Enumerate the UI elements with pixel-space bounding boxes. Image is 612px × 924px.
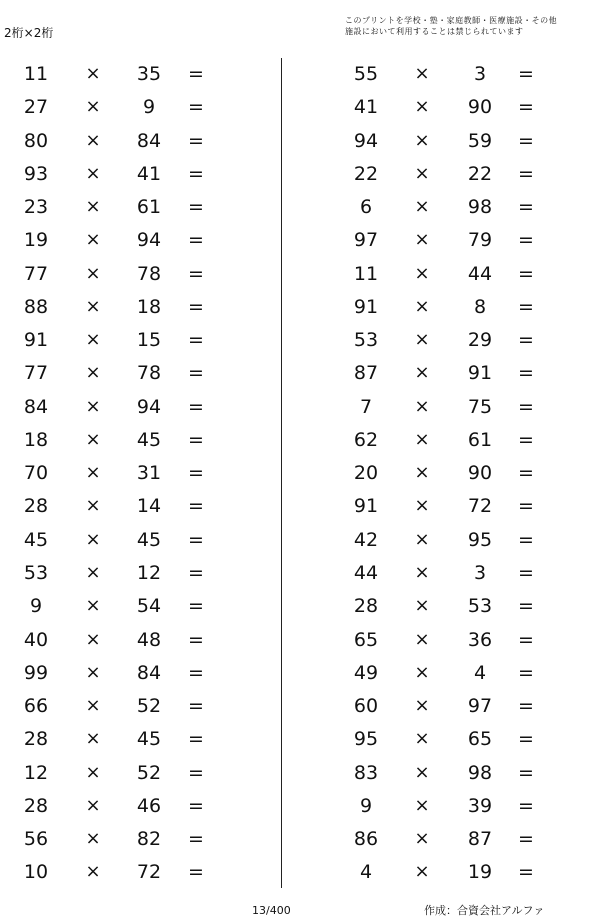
problem-row	[330, 291, 590, 324]
multiplicand: 62	[353, 428, 379, 451]
equals-sign: =	[188, 395, 204, 418]
multiplier: 29	[467, 329, 493, 352]
multiplier: 54	[136, 595, 162, 618]
problem-row	[330, 125, 590, 158]
equals-sign: =	[188, 362, 204, 385]
multiplier: 39	[467, 794, 493, 817]
multiplicand: 53	[353, 329, 379, 352]
times-sign: ×	[85, 129, 101, 151]
multiplicand: 99	[23, 661, 49, 684]
multiplier: 65	[467, 728, 493, 751]
equals-sign: =	[518, 428, 534, 451]
problem-row	[0, 391, 260, 424]
problem-row	[330, 224, 590, 257]
problem-row	[0, 657, 260, 690]
right-problem-column	[330, 58, 590, 890]
times-sign: ×	[414, 828, 430, 850]
problem-row	[0, 590, 260, 623]
multiplier: 94	[136, 395, 162, 418]
equals-sign: =	[188, 761, 204, 784]
problem-row	[0, 158, 260, 191]
multiplicand: 95	[353, 728, 379, 751]
multiplicand: 9	[359, 794, 373, 817]
multiplicand: 94	[353, 129, 379, 152]
times-sign: ×	[414, 329, 430, 351]
times-sign: ×	[85, 661, 101, 683]
equals-sign: =	[188, 794, 204, 817]
multiplicand: 45	[23, 528, 49, 551]
problem-row	[0, 757, 260, 790]
multiplier: 90	[467, 96, 493, 119]
equals-sign: =	[518, 262, 534, 285]
multiplier: 75	[467, 395, 493, 418]
problem-row	[0, 823, 260, 856]
times-sign: ×	[85, 462, 101, 484]
equals-sign: =	[188, 329, 204, 352]
equals-sign: =	[188, 695, 204, 718]
equals-sign: =	[518, 362, 534, 385]
times-sign: ×	[85, 162, 101, 184]
equals-sign: =	[188, 295, 204, 318]
multiplicand: 93	[23, 162, 49, 185]
problem-row	[0, 424, 260, 457]
multiplier: 45	[136, 428, 162, 451]
multiplier: 3	[473, 63, 487, 85]
multiplicand: 56	[23, 828, 49, 851]
multiplier: 45	[136, 728, 162, 751]
multiplier: 72	[467, 495, 493, 518]
multiplicand: 11	[23, 63, 49, 85]
multiplicand: 18	[23, 428, 49, 451]
problem-row	[330, 490, 590, 523]
times-sign: ×	[414, 794, 430, 816]
problem-row	[0, 524, 260, 557]
times-sign: ×	[85, 63, 101, 84]
equals-sign: =	[188, 229, 204, 252]
equals-sign: =	[518, 162, 534, 185]
times-sign: ×	[414, 129, 430, 151]
equals-sign: =	[188, 428, 204, 451]
multiplier: 45	[136, 528, 162, 551]
multiplicand: 40	[23, 628, 49, 651]
problem-row	[330, 457, 590, 490]
equals-sign: =	[518, 129, 534, 152]
multiplier: 36	[467, 628, 493, 651]
problem-row	[330, 657, 590, 690]
multiplicand: 77	[23, 262, 49, 285]
times-sign: ×	[414, 495, 430, 517]
equals-sign: =	[188, 595, 204, 618]
problem-row	[0, 856, 260, 889]
multiplier: 78	[136, 362, 162, 385]
problem-row	[330, 357, 590, 390]
multiplicand: 4	[359, 861, 373, 884]
equals-sign: =	[188, 63, 204, 85]
multiplier: 52	[136, 695, 162, 718]
equals-sign: =	[188, 495, 204, 518]
times-sign: ×	[85, 794, 101, 816]
equals-sign: =	[188, 96, 204, 119]
times-sign: ×	[85, 728, 101, 750]
problem-row	[330, 424, 590, 457]
multiplicand: 55	[353, 63, 379, 85]
multiplicand: 28	[353, 595, 379, 618]
problem-row	[0, 357, 260, 390]
multiplier: 98	[467, 761, 493, 784]
times-sign: ×	[414, 63, 430, 84]
times-sign: ×	[414, 462, 430, 484]
times-sign: ×	[414, 661, 430, 683]
problem-row	[330, 524, 590, 557]
times-sign: ×	[85, 695, 101, 717]
equals-sign: =	[518, 395, 534, 418]
problem-row	[330, 557, 590, 590]
problem-row	[0, 91, 260, 124]
problem-row	[330, 191, 590, 224]
equals-sign: =	[518, 528, 534, 551]
column-divider	[281, 58, 282, 888]
multiplicand: 97	[353, 229, 379, 252]
times-sign: ×	[414, 761, 430, 783]
multiplicand: 65	[353, 628, 379, 651]
multiplicand: 28	[23, 728, 49, 751]
equals-sign: =	[188, 828, 204, 851]
problem-row	[0, 58, 260, 91]
equals-sign: =	[188, 162, 204, 185]
problem-row	[0, 191, 260, 224]
equals-sign: =	[188, 561, 204, 584]
multiplier: 78	[136, 262, 162, 285]
problem-row	[0, 690, 260, 723]
times-sign: ×	[85, 395, 101, 417]
multiplicand: 20	[353, 462, 379, 485]
multiplicand: 27	[23, 96, 49, 119]
multiplier: 94	[136, 229, 162, 252]
equals-sign: =	[188, 262, 204, 285]
times-sign: ×	[85, 495, 101, 517]
equals-sign: =	[518, 462, 534, 485]
multiplier: 95	[467, 528, 493, 551]
equals-sign: =	[188, 628, 204, 651]
problem-row	[0, 224, 260, 257]
equals-sign: =	[518, 561, 534, 584]
multiplier: 46	[136, 794, 162, 817]
equals-sign: =	[518, 495, 534, 518]
multiplier: 59	[467, 129, 493, 152]
multiplicand: 49	[353, 661, 379, 684]
times-sign: ×	[85, 828, 101, 850]
problem-row	[330, 790, 590, 823]
equals-sign: =	[188, 861, 204, 884]
times-sign: ×	[414, 295, 430, 317]
multiplier: 53	[467, 595, 493, 618]
multiplicand: 91	[353, 295, 379, 318]
multiplier: 22	[467, 162, 493, 185]
multiplier: 14	[136, 495, 162, 518]
problem-row	[0, 324, 260, 357]
times-sign: ×	[414, 262, 430, 284]
multiplicand: 91	[353, 495, 379, 518]
times-sign: ×	[414, 628, 430, 650]
multiplicand: 28	[23, 495, 49, 518]
problem-row	[330, 391, 590, 424]
multiplier: 9	[142, 96, 156, 119]
multiplier: 4	[473, 661, 487, 684]
problem-row	[0, 790, 260, 823]
multiplier: 61	[136, 196, 162, 219]
times-sign: ×	[414, 528, 430, 550]
multiplier: 97	[467, 695, 493, 718]
times-sign: ×	[85, 295, 101, 317]
equals-sign: =	[518, 595, 534, 618]
multiplier: 90	[467, 462, 493, 485]
equals-sign: =	[518, 761, 534, 784]
multiplier: 12	[136, 561, 162, 584]
author-credit: 作成：合資会社アルファ	[424, 904, 545, 917]
problem-row	[330, 91, 590, 124]
multiplier: 52	[136, 761, 162, 784]
equals-sign: =	[188, 661, 204, 684]
times-sign: ×	[414, 362, 430, 384]
equals-sign: =	[518, 728, 534, 751]
problem-row	[330, 757, 590, 790]
equals-sign: =	[518, 96, 534, 119]
multiplicand: 7	[359, 395, 373, 418]
multiplicand: 10	[23, 861, 49, 884]
equals-sign: =	[188, 129, 204, 152]
multiplicand: 83	[353, 761, 379, 784]
multiplier: 91	[467, 362, 493, 385]
equals-sign: =	[518, 661, 534, 684]
problem-row	[330, 590, 590, 623]
times-sign: ×	[414, 428, 430, 450]
multiplier: 44	[467, 262, 493, 285]
equals-sign: =	[518, 329, 534, 352]
problem-row	[330, 690, 590, 723]
multiplier: 41	[136, 162, 162, 185]
multiplicand: 41	[353, 96, 379, 119]
equals-sign: =	[188, 728, 204, 751]
equals-sign: =	[518, 295, 534, 318]
problem-row	[330, 58, 590, 91]
times-sign: ×	[85, 428, 101, 450]
times-sign: ×	[414, 561, 430, 583]
equals-sign: =	[518, 628, 534, 651]
problem-row	[0, 624, 260, 657]
multiplicand: 9	[29, 595, 43, 618]
worksheet-title: 2桁×2桁	[4, 26, 54, 40]
problem-row	[330, 158, 590, 191]
problem-row	[0, 457, 260, 490]
times-sign: ×	[414, 861, 430, 883]
equals-sign: =	[518, 794, 534, 817]
problem-row	[330, 324, 590, 357]
multiplier: 72	[136, 861, 162, 884]
multiplier: 84	[136, 129, 162, 152]
times-sign: ×	[414, 728, 430, 750]
multiplicand: 91	[23, 329, 49, 352]
multiplicand: 22	[353, 162, 379, 185]
problem-row	[330, 624, 590, 657]
multiplier: 15	[136, 329, 162, 352]
times-sign: ×	[414, 196, 430, 218]
multiplicand: 11	[353, 262, 379, 285]
multiplier: 79	[467, 229, 493, 252]
times-sign: ×	[414, 695, 430, 717]
multiplicand: 88	[23, 295, 49, 318]
times-sign: ×	[414, 229, 430, 251]
page-number: 13/400	[252, 904, 291, 917]
problem-row	[0, 723, 260, 756]
multiplicand: 84	[23, 395, 49, 418]
multiplicand: 70	[23, 462, 49, 485]
multiplicand: 66	[23, 695, 49, 718]
times-sign: ×	[85, 262, 101, 284]
problem-row	[330, 856, 590, 889]
multiplicand: 87	[353, 362, 379, 385]
multiplier: 3	[473, 561, 487, 584]
problem-row	[330, 258, 590, 291]
times-sign: ×	[85, 196, 101, 218]
problem-row	[330, 823, 590, 856]
times-sign: ×	[85, 528, 101, 550]
equals-sign: =	[188, 528, 204, 551]
equals-sign: =	[518, 196, 534, 219]
multiplier: 8	[473, 295, 487, 318]
problem-row	[0, 490, 260, 523]
multiplicand: 12	[23, 761, 49, 784]
multiplicand: 28	[23, 794, 49, 817]
multiplier: 18	[136, 295, 162, 318]
multiplier: 19	[467, 861, 493, 884]
usage-notice-line-2: 施設において利用することは禁じられています	[345, 27, 524, 36]
times-sign: ×	[85, 761, 101, 783]
equals-sign: =	[518, 63, 534, 85]
problem-row	[0, 291, 260, 324]
multiplier: 31	[136, 462, 162, 485]
times-sign: ×	[85, 861, 101, 883]
multiplicand: 44	[353, 561, 379, 584]
multiplicand: 53	[23, 561, 49, 584]
multiplier: 87	[467, 828, 493, 851]
multiplicand: 23	[23, 196, 49, 219]
multiplier: 82	[136, 828, 162, 851]
equals-sign: =	[188, 462, 204, 485]
times-sign: ×	[414, 96, 430, 118]
multiplicand: 6	[359, 196, 373, 219]
times-sign: ×	[85, 362, 101, 384]
multiplicand: 60	[353, 695, 379, 718]
problem-row	[330, 723, 590, 756]
times-sign: ×	[85, 628, 101, 650]
multiplicand: 19	[23, 229, 49, 252]
times-sign: ×	[85, 96, 101, 118]
times-sign: ×	[85, 229, 101, 251]
problem-row	[0, 557, 260, 590]
equals-sign: =	[518, 828, 534, 851]
times-sign: ×	[414, 595, 430, 617]
multiplier: 35	[136, 63, 162, 85]
multiplier: 98	[467, 196, 493, 219]
usage-notice-line-1: このプリントを学校・塾・家庭教師・医療施設・その他	[345, 16, 558, 25]
equals-sign: =	[188, 196, 204, 219]
multiplicand: 42	[353, 528, 379, 551]
times-sign: ×	[85, 329, 101, 351]
equals-sign: =	[518, 229, 534, 252]
multiplier: 61	[467, 428, 493, 451]
problem-row	[0, 125, 260, 158]
times-sign: ×	[414, 162, 430, 184]
times-sign: ×	[85, 595, 101, 617]
multiplicand: 80	[23, 129, 49, 152]
multiplicand: 86	[353, 828, 379, 851]
times-sign: ×	[414, 395, 430, 417]
left-problem-column	[0, 58, 260, 890]
usage-notice	[345, 15, 557, 37]
multiplicand: 77	[23, 362, 49, 385]
equals-sign: =	[518, 861, 534, 884]
multiplier: 48	[136, 628, 162, 651]
multiplier: 84	[136, 661, 162, 684]
problem-row	[0, 258, 260, 291]
equals-sign: =	[518, 695, 534, 718]
times-sign: ×	[85, 561, 101, 583]
